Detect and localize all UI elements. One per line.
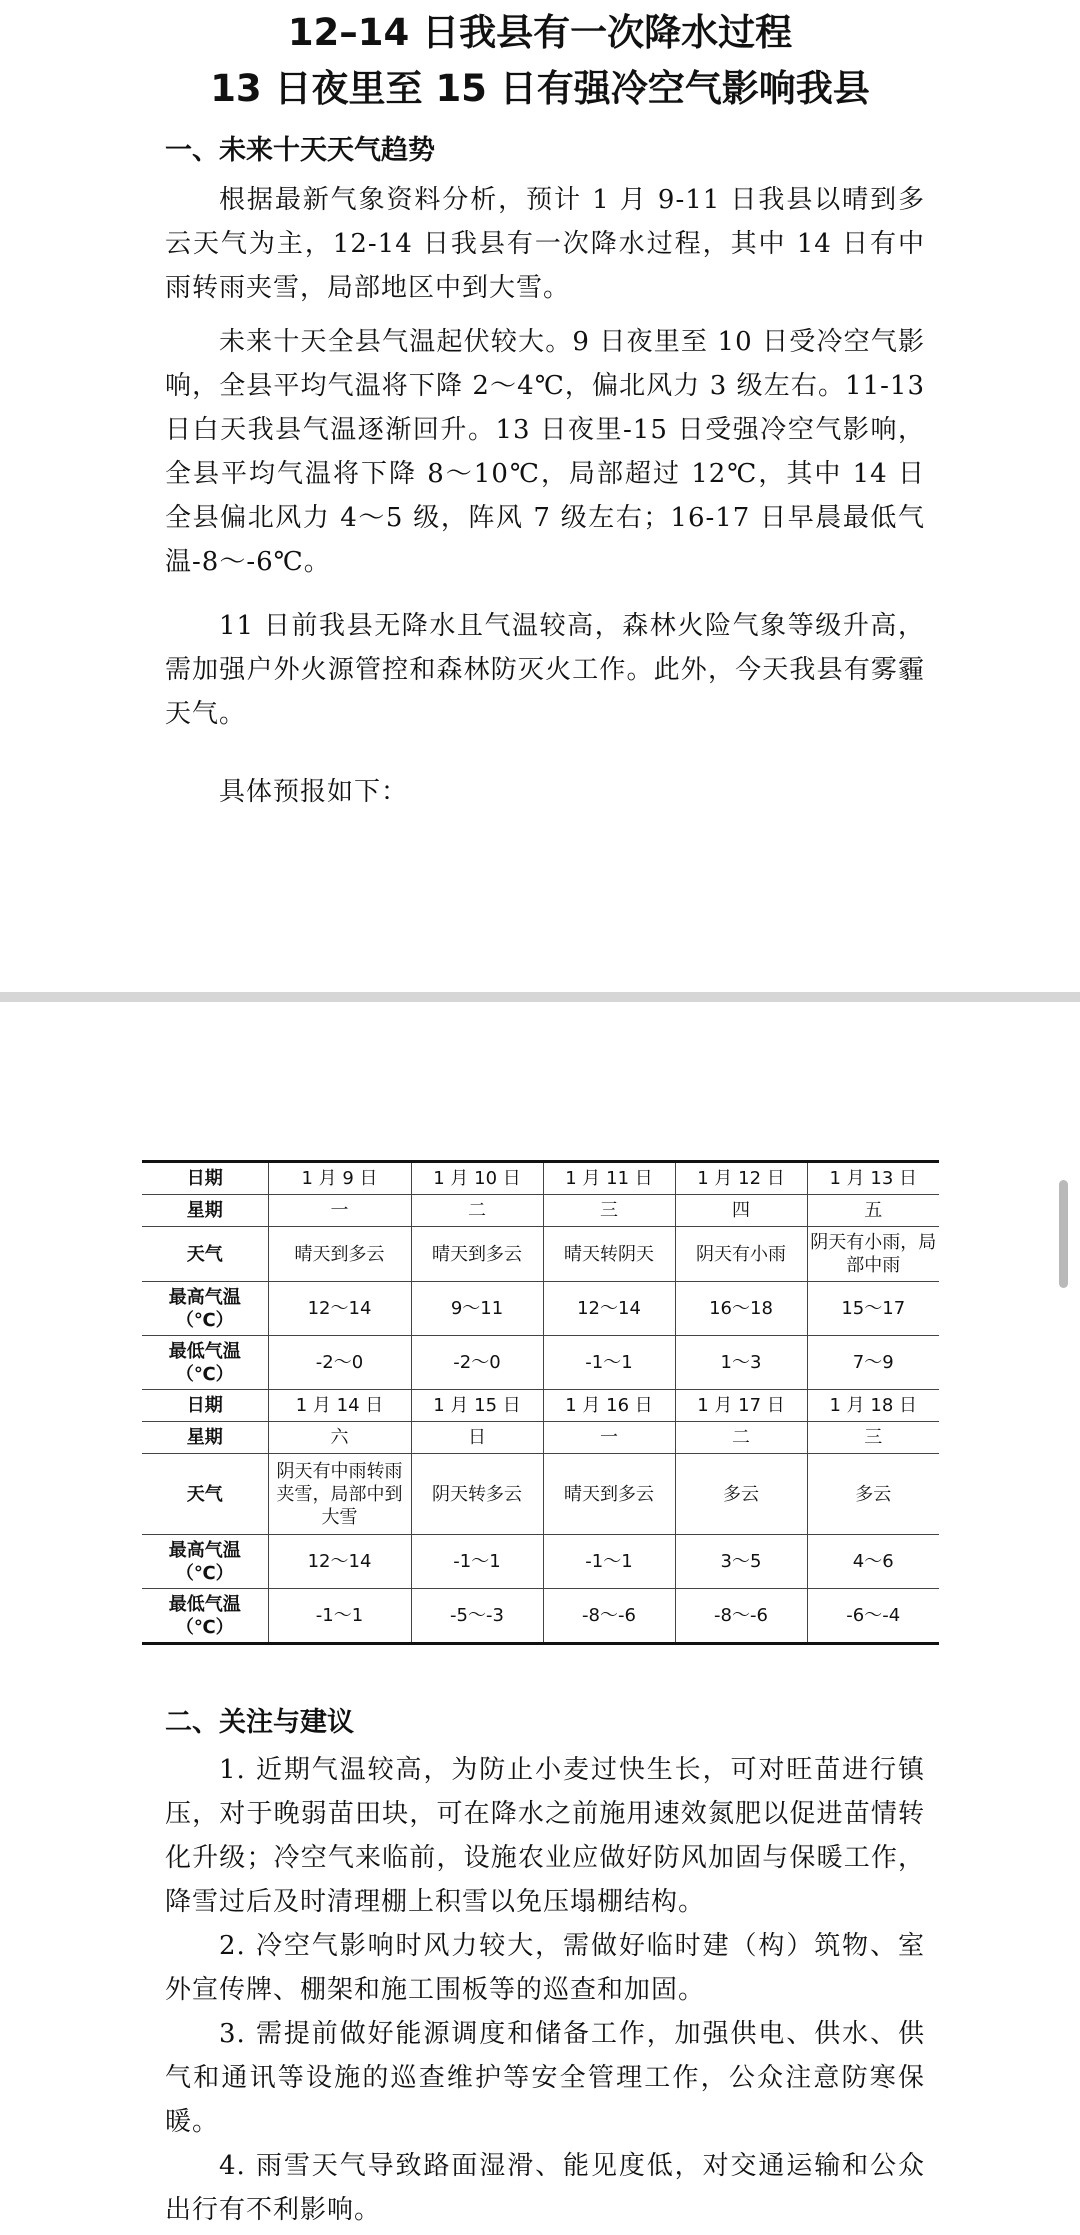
weekday-cell: 二	[675, 1422, 807, 1454]
weather-cell: 阴天转多云	[411, 1454, 543, 1535]
table-row-weekday	[142, 1422, 939, 1454]
label-high-temp-line1: 最高气温	[168, 1539, 241, 1561]
label-weather: 天气	[142, 1454, 268, 1535]
high-temp-cell: 12～14	[268, 1535, 411, 1589]
low-temp-cell: -8～-6	[675, 1589, 807, 1644]
label-high-temp-line1: 最高气温	[168, 1286, 241, 1308]
scrollbar-thumb[interactable]	[1059, 1180, 1068, 1288]
weekday-cell: 二	[411, 1195, 543, 1227]
weekday-cell: 四	[675, 1195, 807, 1227]
trend-paragraph-2: 未来十天全县气温起伏较大。9 日夜里至 10 日受冷空气影响，全县平均气温将下降 2～4℃，偏北风力 3 级左右。11-13 日白天我县气温逐渐回升。13 日夜里-15 日受强冷空气影响，全县平均气温将下降 8～10℃，局部超过 12℃，其中 14 日全县偏北风力 4～5 级，阵风 7 级左右；16-17 日早晨最低气温-8～-6℃。	[165, 327, 925, 577]
label-high-temp	[142, 1282, 268, 1336]
advice-item-2: 2. 冷空气影响时风力较大，需做好临时建（构）筑物、室外宣传牌、棚架和施工围板等的巡查和加固。	[165, 1931, 925, 2005]
table-row-date	[142, 1162, 939, 1195]
low-temp-cell: -1～1	[543, 1336, 675, 1390]
label-date: 日期	[142, 1390, 268, 1422]
low-temp-cell: -2～0	[268, 1336, 411, 1390]
label-high-temp	[142, 1535, 268, 1589]
label-low-temp	[142, 1589, 268, 1644]
weather-cell: 多云	[675, 1454, 807, 1535]
date-cell: 1 月 11 日	[543, 1162, 675, 1195]
high-temp-cell: 3～5	[675, 1535, 807, 1589]
high-temp-cell: 12～14	[543, 1282, 675, 1336]
table-row-weekday	[142, 1195, 939, 1227]
table-row-high-temp	[142, 1535, 939, 1589]
weekday-cell: 五	[807, 1195, 939, 1227]
date-cell: 1 月 16 日	[543, 1390, 675, 1422]
table-row-low-temp	[142, 1589, 939, 1644]
weekday-cell: 六	[268, 1422, 411, 1454]
weather-cell: 阴天有小雨，局部中雨	[807, 1227, 939, 1282]
document-title-line-2: 13 日夜里至 15 日有强冷空气影响我县	[210, 67, 870, 110]
high-temp-cell: 15～17	[807, 1282, 939, 1336]
page-separator	[0, 992, 1080, 1002]
label-low-temp-line2: （℃）	[175, 1363, 234, 1385]
label-weekday: 星期	[142, 1195, 268, 1227]
low-temp-cell: -1～1	[268, 1589, 411, 1644]
weather-cell: 晴天转阴天	[543, 1227, 675, 1282]
trend-paragraph-3: 11 日前我县无降水且气温较高，森林火险气象等级升高，需加强户外火源管控和森林防灭火工作。此外，今天我县有雾霾天气。	[165, 611, 925, 729]
low-temp-cell: -5～-3	[411, 1589, 543, 1644]
weekday-cell: 一	[268, 1195, 411, 1227]
date-cell: 1 月 10 日	[411, 1162, 543, 1195]
weather-cell: 阴天有中雨转雨夹雪，局部中到大雪	[268, 1454, 411, 1535]
table-row-weather	[142, 1454, 939, 1535]
weather-cell: 晴天到多云	[268, 1227, 411, 1282]
weather-cell: 晴天到多云	[543, 1454, 675, 1535]
label-weather: 天气	[142, 1227, 268, 1282]
weather-cell: 阴天有小雨	[675, 1227, 807, 1282]
weekday-cell: 一	[543, 1422, 675, 1454]
high-temp-cell: -1～1	[411, 1535, 543, 1589]
weather-cell: 晴天到多云	[411, 1227, 543, 1282]
date-cell: 1 月 12 日	[675, 1162, 807, 1195]
weather-cell: 多云	[807, 1454, 939, 1535]
table-row-high-temp	[142, 1282, 939, 1336]
section-heading-trend: 一、未来十天天气趋势	[165, 135, 435, 166]
label-low-temp-line2: （℃）	[175, 1616, 234, 1638]
high-temp-cell: 12～14	[268, 1282, 411, 1336]
high-temp-cell: -1～1	[543, 1535, 675, 1589]
weekday-cell: 三	[543, 1195, 675, 1227]
low-temp-cell: -2～0	[411, 1336, 543, 1390]
table-row-date	[142, 1390, 939, 1422]
label-low-temp-line1: 最低气温	[168, 1340, 241, 1362]
advice-item-4: 4. 雨雪天气导致路面湿滑、能见度低，对交通运输和公众出行有不利影响。	[165, 2151, 925, 2225]
document-title-line-1: 12–14 日我县有一次降水过程	[287, 11, 793, 54]
label-high-temp-line2: （℃）	[175, 1309, 234, 1331]
table-row-low-temp	[142, 1336, 939, 1390]
high-temp-cell: 9～11	[411, 1282, 543, 1336]
label-low-temp	[142, 1336, 268, 1390]
high-temp-cell: 16～18	[675, 1282, 807, 1336]
weekday-cell: 日	[411, 1422, 543, 1454]
advice-item-1: 1. 近期气温较高，为防止小麦过快生长，可对旺苗进行镇压，对于晚弱苗田块，可在降水之前施用速效氮肥以促进苗情转化升级；冷空气来临前，设施农业应做好防风加固与保暖工作，降雪过后及时清理棚上积雪以免压塌棚结构。	[165, 1755, 925, 1917]
low-temp-cell: 1～3	[675, 1336, 807, 1390]
date-cell: 1 月 14 日	[268, 1390, 411, 1422]
advice-item-3: 3. 需提前做好能源调度和储备工作，加强供电、供水、供气和通讯等设施的巡查维护等安全管理工作，公众注意防寒保暖。	[165, 2019, 925, 2137]
section-heading-advice: 二、关注与建议	[165, 1707, 354, 1738]
forecast-intro: 具体预报如下：	[219, 777, 409, 807]
date-cell: 1 月 18 日	[807, 1390, 939, 1422]
label-low-temp-line1: 最低气温	[168, 1593, 241, 1615]
date-cell: 1 月 17 日	[675, 1390, 807, 1422]
high-temp-cell: 4～6	[807, 1535, 939, 1589]
label-date: 日期	[142, 1162, 268, 1195]
trend-paragraph-1: 根据最新气象资料分析，预计 1 月 9-11 日我县以晴到多云天气为主，12-14 日我县有一次降水过程，其中 14 日有中雨转雨夹雪，局部地区中到大雪。	[165, 185, 925, 303]
low-temp-cell: 7～9	[807, 1336, 939, 1390]
weekday-cell: 三	[807, 1422, 939, 1454]
forecast-table	[142, 1160, 939, 1645]
document-page-1	[0, 0, 1080, 992]
low-temp-cell: -6～-4	[807, 1589, 939, 1644]
date-cell: 1 月 9 日	[268, 1162, 411, 1195]
date-cell: 1 月 15 日	[411, 1390, 543, 1422]
date-cell: 1 月 13 日	[807, 1162, 939, 1195]
label-high-temp-line2: （℃）	[175, 1562, 234, 1584]
low-temp-cell: -8～-6	[543, 1589, 675, 1644]
label-weekday: 星期	[142, 1422, 268, 1454]
table-row-weather	[142, 1227, 939, 1282]
